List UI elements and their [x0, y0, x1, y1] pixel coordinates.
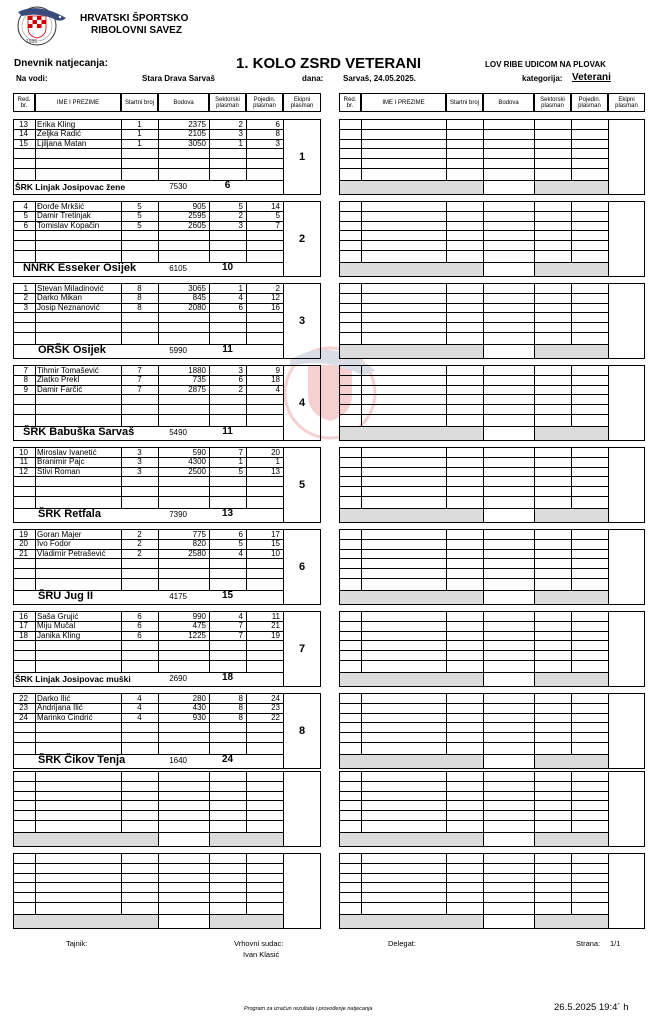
member-name: Ljiljana Matan: [37, 140, 87, 149]
member-sector-rank: 5: [238, 468, 243, 477]
member-sector-rank: 8: [238, 694, 243, 703]
member-points: 1225: [188, 632, 206, 641]
member-points: 2875: [188, 386, 206, 395]
member-points: 590: [192, 448, 206, 457]
member-individual-rank: 16: [271, 304, 280, 313]
member-individual-rank: 24: [271, 694, 280, 703]
member-name: Damir Tretinjak: [37, 212, 91, 221]
member-start-number: 3: [137, 468, 142, 477]
team-points: 7530: [169, 182, 187, 191]
member-start-number: 6: [137, 612, 142, 621]
member-name: Zlatko Prekl: [37, 376, 80, 385]
member-individual-rank: 17: [271, 530, 280, 539]
member-number: 1: [23, 284, 28, 293]
member-name: Saša Grujić: [37, 612, 79, 621]
member-sector-rank: 5: [238, 202, 243, 211]
member-name: Ivo Fodor: [37, 540, 71, 549]
team-rank: 4: [298, 398, 306, 409]
program-note: Program za izračun rezultata i provođenje natjecanja: [244, 1006, 373, 1012]
member-number: 23: [19, 704, 28, 713]
member-start-number: 8: [137, 284, 142, 293]
member-points: 1880: [188, 366, 206, 375]
member-sector-rank: 8: [238, 704, 243, 713]
member-points: 475: [192, 622, 206, 631]
team-sector-sum: 6: [224, 180, 231, 191]
member-individual-rank: 1: [275, 458, 280, 467]
date-label: dana:: [302, 74, 324, 83]
column-header-left-3: Bodova: [158, 93, 209, 112]
member-sector-rank: 4: [238, 294, 243, 303]
member-start-number: 2: [137, 530, 142, 539]
member-start-number: 7: [137, 366, 142, 375]
column-header-right-3: Bodova: [483, 93, 534, 112]
member-sector-rank: 2: [238, 212, 243, 221]
member-number: 20: [19, 540, 28, 549]
team-points: 6105: [169, 264, 187, 273]
member-points: 775: [192, 530, 206, 539]
member-individual-rank: 18: [271, 376, 280, 385]
member-sector-rank: 2: [238, 386, 243, 395]
member-start-number: 1: [137, 130, 142, 139]
member-individual-rank: 21: [271, 622, 280, 631]
team-rank: 3: [298, 316, 306, 327]
member-name: Goran Majer: [37, 530, 82, 539]
member-number: 24: [19, 714, 28, 723]
member-number: 13: [19, 120, 28, 129]
member-sector-rank: 6: [238, 376, 243, 385]
member-start-number: 8: [137, 304, 142, 313]
member-number: 5: [23, 212, 28, 221]
column-header-left-5: Pojedin. plasman: [246, 93, 283, 112]
member-name: Damir Farčić: [37, 386, 83, 395]
team-points: 7390: [169, 510, 187, 519]
member-start-number: 3: [137, 458, 142, 467]
member-start-number: 1: [137, 120, 142, 129]
member-individual-rank: 9: [275, 366, 280, 375]
federation-logo: [14, 4, 74, 46]
member-points: 2500: [188, 468, 206, 477]
member-individual-rank: 10: [271, 550, 280, 559]
member-start-number: 2: [137, 550, 142, 559]
member-individual-rank: 7: [275, 222, 280, 231]
member-points: 430: [192, 704, 206, 713]
member-start-number: 4: [137, 694, 142, 703]
member-start-number: 3: [137, 448, 142, 457]
member-sector-rank: 4: [238, 550, 243, 559]
team-rank: 8: [298, 726, 306, 737]
member-individual-rank: 13: [271, 468, 280, 477]
member-individual-rank: 4: [275, 386, 280, 395]
member-number: 10: [19, 448, 28, 457]
team-sector-sum: 10: [221, 262, 234, 273]
member-name: Stivi Roman: [37, 468, 81, 477]
column-header-right-6: Ekipni plasman: [608, 93, 645, 112]
member-start-number: 5: [137, 212, 142, 221]
team-points: 5990: [169, 346, 187, 355]
member-number: 11: [19, 458, 28, 467]
member-name: Miju Mučal: [37, 622, 76, 631]
member-points: 4300: [188, 458, 206, 467]
member-name: Erika Kling: [37, 120, 76, 129]
water-label: Na vodi:: [16, 74, 48, 83]
member-points: 2105: [188, 130, 206, 139]
column-header-right-1: IME I PREZIME: [361, 93, 446, 112]
member-points: 990: [192, 612, 206, 621]
member-number: 18: [19, 632, 28, 641]
column-header-right-4: Sektorski plasman: [534, 93, 571, 112]
member-number: 2: [23, 294, 28, 303]
member-sector-rank: 6: [238, 530, 243, 539]
member-name: Stevan Miladinović: [37, 284, 104, 293]
member-name: Branimir Pajc: [37, 458, 85, 467]
org-name-line2: RIBOLOVNI SAVEZ: [91, 25, 182, 36]
team-club-name: ŠRK Linjak Josipovac žene: [15, 181, 126, 192]
member-start-number: 6: [137, 622, 142, 631]
member-number: 12: [19, 468, 28, 477]
member-name: Marinko Cindrić: [37, 714, 93, 723]
team-rank: 1: [298, 152, 306, 163]
member-number: 7: [23, 366, 28, 375]
water-name: Stara Drava Sarvaš: [142, 74, 215, 83]
discipline: LOV RIBE UDICOM NA PLOVAK: [485, 60, 606, 69]
team-points: 5490: [169, 428, 187, 437]
member-sector-rank: 7: [238, 622, 243, 631]
member-points: 735: [192, 376, 206, 385]
column-header-left-0: Red. br.: [13, 93, 35, 112]
member-sector-rank: 1: [238, 458, 243, 467]
member-individual-rank: 12: [271, 294, 280, 303]
team-rank: 5: [298, 480, 306, 491]
member-points: 2580: [188, 550, 206, 559]
member-points: 3050: [188, 140, 206, 149]
member-points: 3065: [188, 284, 206, 293]
member-start-number: 7: [137, 386, 142, 395]
member-name: Janika Kling: [37, 632, 81, 641]
member-name: Željka Radić: [37, 130, 82, 139]
diary-label: Dnevnik natjecanja:: [14, 58, 108, 69]
member-start-number: 5: [137, 222, 142, 231]
team-club-name: ŠRK Čikov Tenja: [38, 753, 126, 766]
team-points: 1640: [169, 756, 187, 765]
member-points: 2080: [188, 304, 206, 313]
member-individual-rank: 5: [275, 212, 280, 221]
member-number: 19: [19, 530, 28, 539]
member-name: Tomislav Kopačin: [37, 222, 100, 231]
printed-at: 26.5.2025 19:4´ h: [554, 1002, 629, 1013]
member-sector-rank: 1: [238, 284, 243, 293]
column-header-right-5: Pojedin. plasman: [571, 93, 608, 112]
column-header-right-2: Startni broj: [446, 93, 483, 112]
judge-label: Vrhovni sudac:: [234, 939, 284, 948]
member-individual-rank: 14: [271, 202, 280, 211]
team-club-name: ORŠK Osijek: [38, 343, 106, 356]
member-points: 930: [192, 714, 206, 723]
column-header-left-1: IME I PREZIME: [35, 93, 121, 112]
member-individual-rank: 6: [275, 120, 280, 129]
member-sector-rank: 8: [238, 714, 243, 723]
column-header-right-0: Red. br.: [339, 93, 361, 112]
member-sector-rank: 7: [238, 448, 243, 457]
team-sector-sum: 11: [222, 344, 233, 355]
member-points: 905: [192, 202, 206, 211]
member-name: Darko Ilić: [37, 694, 71, 703]
member-name: Andrijana Ilić: [37, 704, 83, 713]
member-individual-rank: 15: [271, 540, 280, 549]
org-name-line1: HRVATSKI ŠPORTSKO: [80, 13, 189, 24]
member-number: 6: [23, 222, 28, 231]
team-club-name: ŠRK Linjak Josipovac muški: [15, 673, 131, 684]
member-individual-rank: 19: [271, 632, 280, 641]
member-sector-rank: 3: [238, 130, 243, 139]
member-sector-rank: 3: [238, 222, 243, 231]
member-individual-rank: 22: [271, 714, 280, 723]
member-start-number: 6: [137, 632, 142, 641]
member-name: Josip Neznanović: [37, 304, 100, 313]
member-points: 845: [192, 294, 206, 303]
member-name: Darko Mikan: [37, 294, 82, 303]
member-points: 2605: [188, 222, 206, 231]
member-start-number: 7: [137, 376, 142, 385]
member-individual-rank: 20: [271, 448, 280, 457]
team-sector-sum: 13: [221, 508, 234, 519]
member-sector-rank: 3: [238, 366, 243, 375]
member-points: 2375: [188, 120, 206, 129]
team-rank: 7: [298, 644, 306, 655]
page-title: 1. KOLO ZSRD VETERANI: [236, 55, 422, 72]
team-rank: 2: [298, 234, 306, 245]
member-start-number: 4: [137, 704, 142, 713]
member-name: Vladimir Petrašević: [37, 550, 106, 559]
member-sector-rank: 7: [238, 632, 243, 641]
member-start-number: 4: [137, 714, 142, 723]
member-individual-rank: 11: [271, 612, 280, 621]
member-number: 4: [23, 202, 28, 211]
member-name: Miroslav Ivanetić: [37, 448, 97, 457]
member-sector-rank: 5: [238, 540, 243, 549]
member-number: 8: [23, 376, 28, 385]
date-value: Sarvaš, 24.05.2025.: [343, 74, 416, 83]
page-label: Strana:: [576, 939, 601, 948]
team-club-name: NNRK Esseker Osijek: [23, 261, 137, 274]
member-number: 14: [19, 130, 28, 139]
member-start-number: 2: [137, 540, 142, 549]
team-sector-sum: 15: [221, 590, 234, 601]
column-header-left-2: Startni broj: [121, 93, 158, 112]
member-start-number: 8: [137, 294, 142, 303]
category-label: kategorija:: [522, 74, 563, 83]
page-number: 1/1: [610, 939, 621, 948]
member-number: 22: [19, 694, 28, 703]
member-individual-rank: 23: [271, 704, 280, 713]
team-sector-sum: 18: [221, 672, 234, 683]
member-sector-rank: 1: [238, 140, 243, 149]
member-sector-rank: 4: [238, 612, 243, 621]
team-sector-sum: 24: [221, 754, 234, 765]
member-start-number: 1: [137, 140, 142, 149]
team-rank: 6: [298, 562, 306, 573]
team-sector-sum: 11: [222, 426, 233, 437]
column-header-left-6: Ekipni plasman: [283, 93, 321, 112]
delegate-label: Delegat:: [388, 939, 416, 948]
member-name: Tihmir Tomašević: [37, 366, 99, 375]
logo-year: 1935: [26, 39, 38, 45]
member-sector-rank: 2: [238, 120, 243, 129]
team-club-name: ŠRK Babuška Sarvaš: [23, 425, 135, 438]
team-points: 2690: [169, 674, 187, 683]
member-points: 280: [192, 694, 206, 703]
member-individual-rank: 8: [275, 130, 280, 139]
member-individual-rank: 2: [275, 284, 280, 293]
member-points: 820: [192, 540, 206, 549]
member-number: 15: [19, 140, 28, 149]
judge-name: Ivan Klasić: [243, 950, 280, 959]
member-individual-rank: 3: [275, 140, 280, 149]
member-number: 21: [19, 550, 28, 559]
member-number: 3: [23, 304, 28, 313]
column-header-left-4: Sektorski plasman: [209, 93, 246, 112]
team-club-name: ŠRK Retfala: [38, 507, 101, 520]
member-name: Đorđe Mrkšić: [37, 202, 85, 211]
member-start-number: 5: [137, 202, 142, 211]
member-points: 2595: [188, 212, 206, 221]
team-club-name: ŠRU Jug II: [38, 589, 94, 602]
team-points: 4175: [169, 592, 187, 601]
member-sector-rank: 6: [238, 304, 243, 313]
member-number: 17: [19, 622, 28, 631]
member-number: 9: [23, 386, 28, 395]
secretary-label: Tajnik:: [66, 939, 88, 948]
category-value: Veterani: [572, 72, 611, 83]
member-number: 16: [19, 612, 28, 621]
